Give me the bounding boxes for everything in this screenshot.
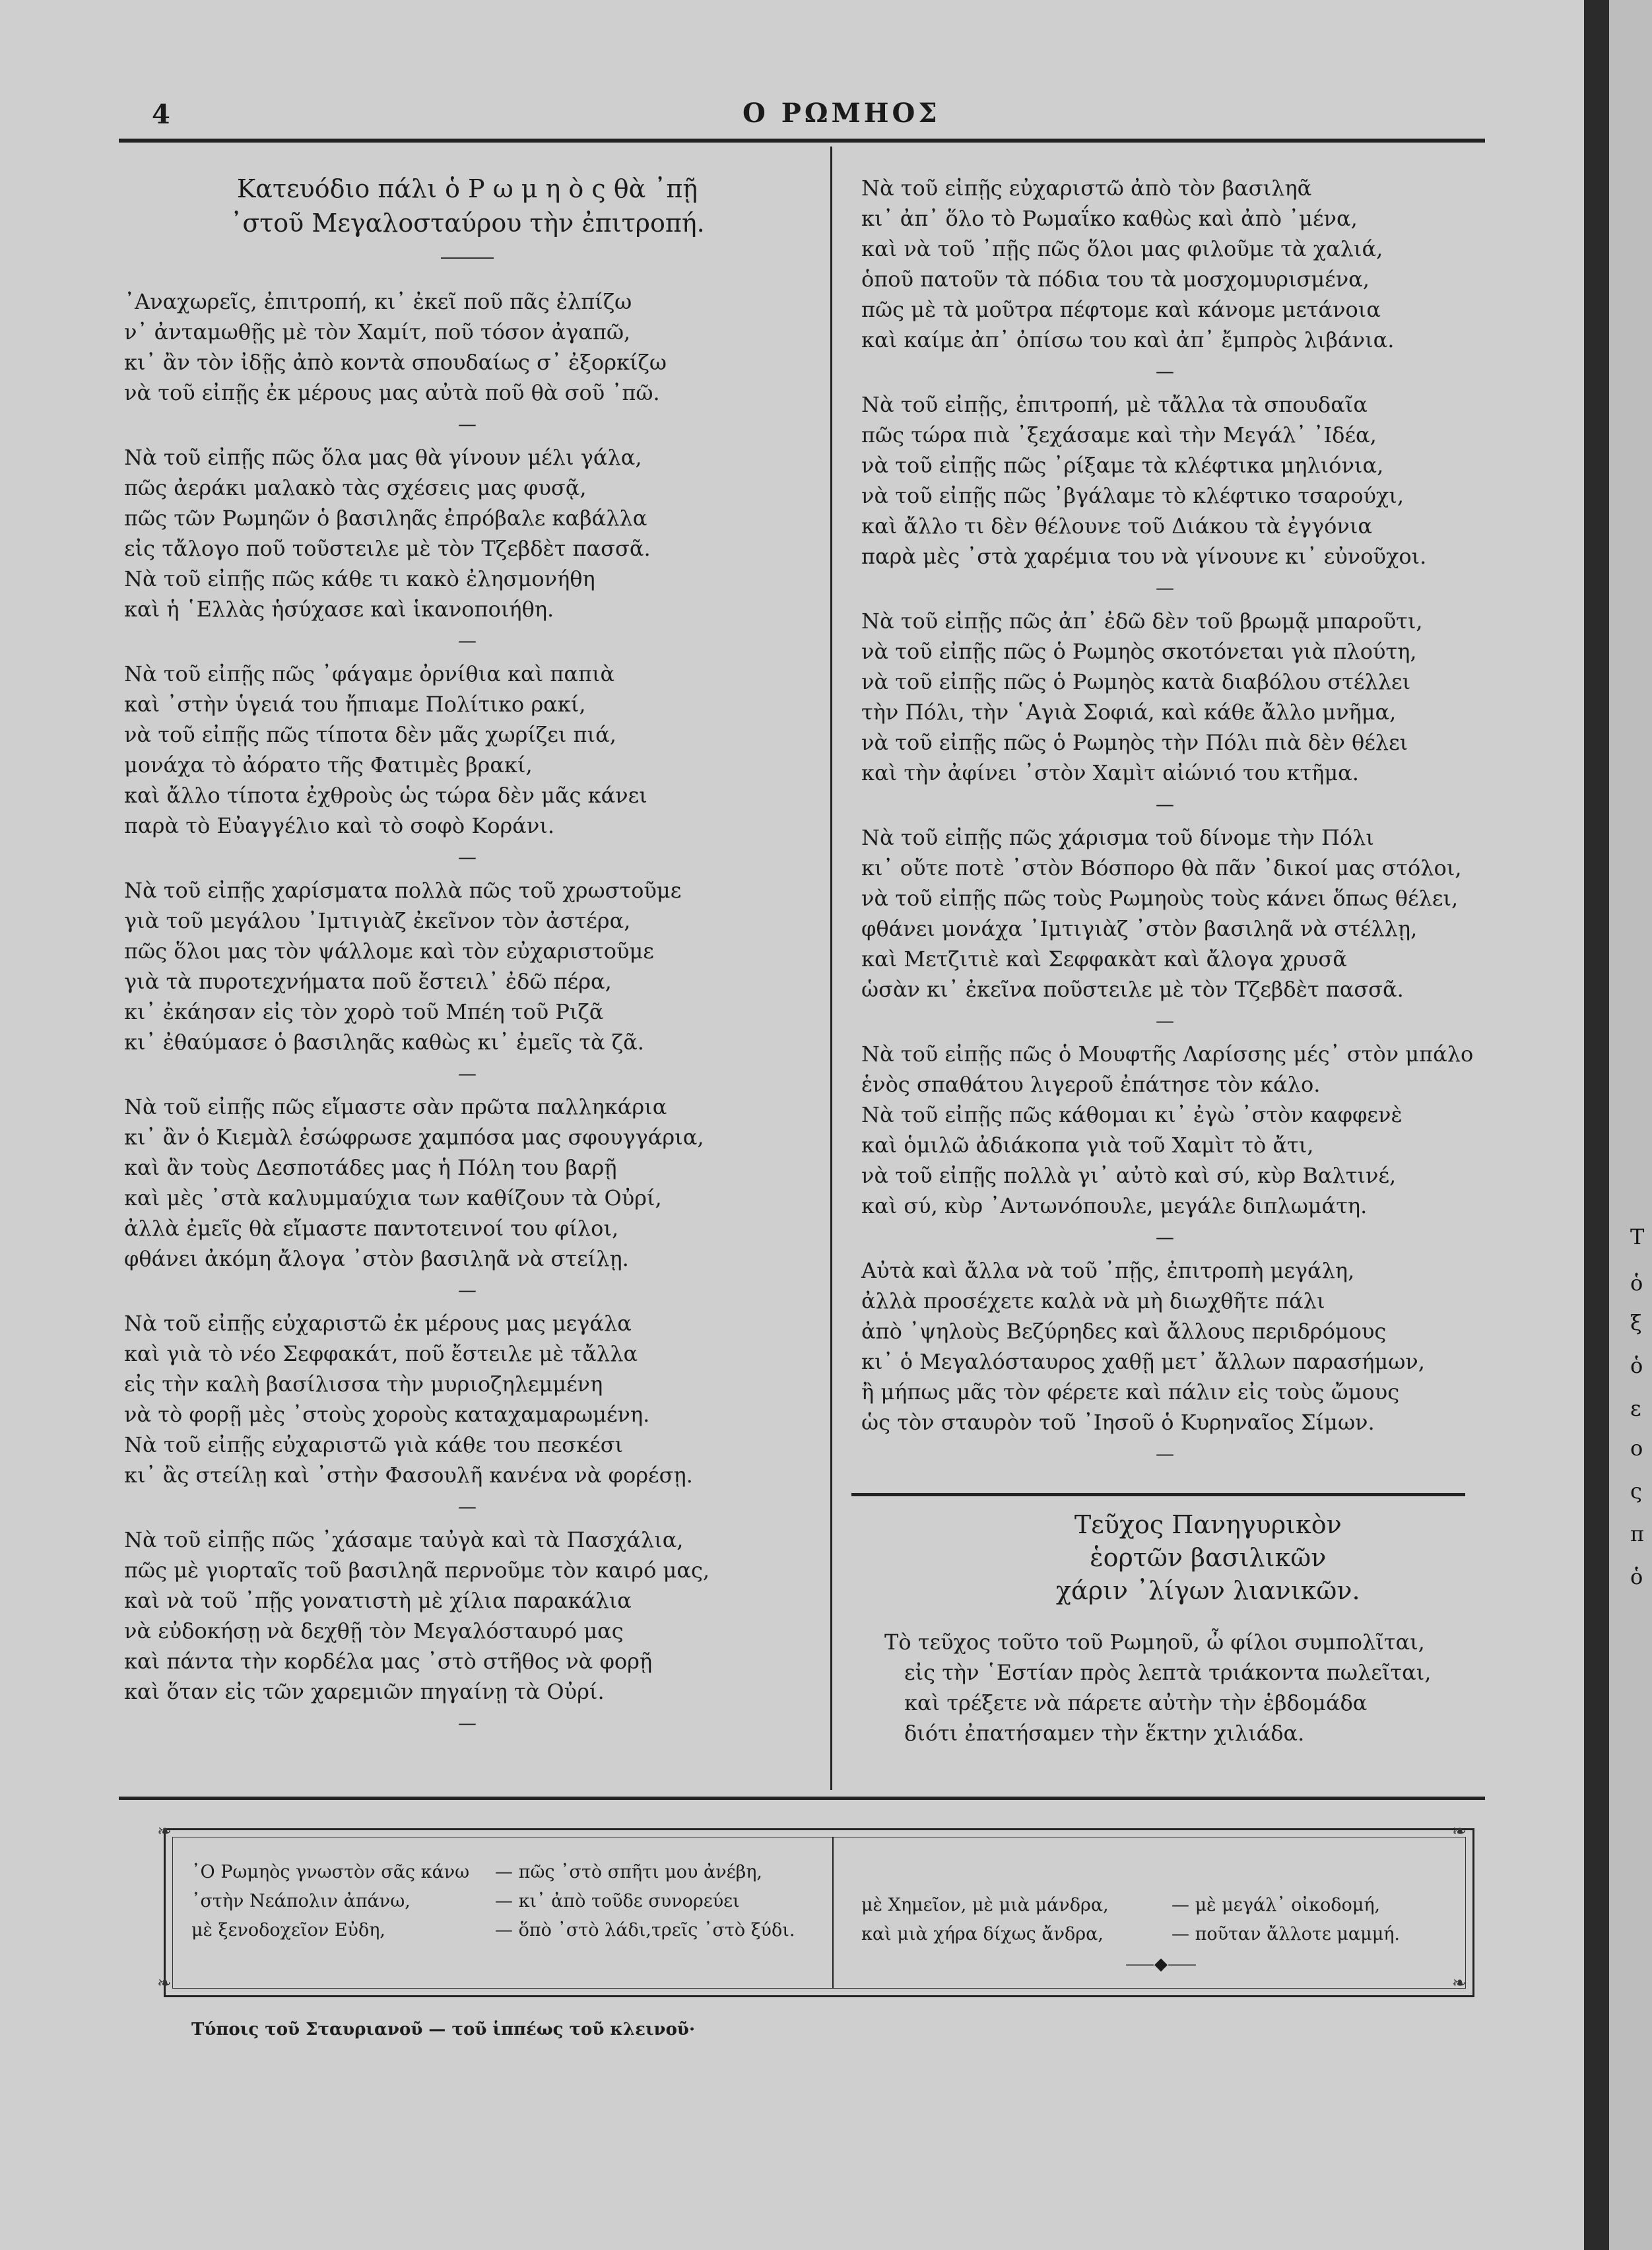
- notice-text: [884, 1627, 1431, 1748]
- stanza-separator: —: [458, 413, 477, 435]
- left-stanzas: [124, 286, 810, 1733]
- verse-line: καὶ ὁμιλῶ ἀδιάκοπα γιὰ τοῦ Χαμὶτ τὸ ἄτι,: [861, 1133, 1314, 1158]
- stanza-separator: —: [1156, 1226, 1174, 1248]
- stanza: [124, 1525, 810, 1707]
- verse-line: Νὰ τοῦ εἰπῇς πῶς ἀπ᾽ ἐδῶ δὲν τοῦ βρωμᾷ μπαροῦτι,: [861, 609, 1423, 634]
- stanza-separator: —: [458, 1279, 477, 1301]
- verse-line: Νὰ τοῦ εἰπῇς πῶς ὁ Μουφτῆς Λαρίσσης μές᾽ στὸν μπάλο: [861, 1042, 1474, 1067]
- verse-line: καὶ ἄλλο τι δὲν θέλουνε τοῦ Διάκου τὰ ἐγγόνια: [861, 513, 1372, 539]
- verse-line: πῶς τῶν Ρωμηῶν ὁ βασιληᾶς ἐπρόβαλε καβάλλα: [124, 506, 647, 531]
- advertisement-left: [191, 1858, 795, 1945]
- verse-line: νὰ τὸ φορῇ μὲς ᾽στοὺς χορoὺς καταχαμαρωμένη.: [124, 1402, 650, 1427]
- advertisement-verse: — κι᾽ ἀπὸ τοῦδε συνορεύει: [495, 1891, 740, 1911]
- stanza-separator: —: [458, 630, 477, 651]
- advertisement-line: [191, 1916, 795, 1945]
- verse-line: πῶς ἀεράκι μαλακὸ τὰς σχέσεις μας φυσᾷ,: [124, 475, 587, 500]
- verse-line: κι᾽ ἂς στείλῃ καὶ ᾽στὴν Φασουλῆ κανένα νὰ φορέσῃ.: [124, 1463, 693, 1488]
- stanza-separator: —: [458, 846, 477, 868]
- notice-line: Τὸ τεῦχος τοῦτο τοῦ Ρωμηοῦ, ὦ φίλοι συμπολῖται,: [884, 1630, 1425, 1655]
- verse-line: νὰ τοῦ εἰπῇς πῶς ὁ Ρωμηὸς κατὰ διαβόλου στέλλει: [861, 669, 1411, 694]
- notice-title-line: ἑορτῶν βασιλικῶν: [1090, 1543, 1327, 1572]
- stanza-separator: —: [458, 1063, 477, 1084]
- stanza-separator: —: [458, 1496, 477, 1517]
- verse-line: ἢ μήπως μᾶς τὸν φέρετε καὶ πάλιν εἰς τοὺς ὤμους: [861, 1379, 1400, 1405]
- stanza: [124, 442, 810, 624]
- verse-line: Νὰ τοῦ εἰπῇς πῶς κάθε τι κακὸ ἐλησμονήθη: [124, 566, 595, 591]
- verse-line: καὶ νὰ τοῦ ᾽πῇς γονατιστὴ μὲ χίλια παρακάλια: [124, 1588, 632, 1613]
- stanza: [861, 606, 1469, 788]
- notice-line: εἰς τὴν ῾Εστίαν πρὸς λεπτὰ τριάκοντα πωλεῖται,: [904, 1660, 1432, 1685]
- verse-line: καὶ ἡ ῾Ελλὰς ἡσύχασε καὶ ἱκανοποιήθη.: [124, 597, 554, 622]
- verse-line: καὶ καίμε ἀπ᾽ ὀπίσω του καὶ ἀπ᾽ ἔμπρὸς λιβάνια.: [861, 327, 1395, 352]
- verse-line: φθάνει μονάχα ᾽Ιμτιγιὰζ ᾽στὸν βασιληᾶ νὰ στέλλῃ,: [861, 916, 1418, 941]
- stanza: [124, 659, 810, 841]
- verse-line: νὰ τοῦ εἰπῇς πῶς τοὺς Ρωμηοὺς τοὺς κάνει ὅπως θέλει,: [861, 886, 1459, 911]
- verse-line: νὰ τοῦ εἰπῇς πῶς τίποτα δὲν μᾶς χωρίζει πιά,: [124, 722, 616, 747]
- verse-line: νὰ τοῦ εἰπῇς ἐκ μέρους μας αὐτὰ ποῦ θὰ σοῦ ᾽πῶ.: [124, 380, 660, 405]
- bottom-rule: [119, 1797, 1485, 1800]
- stanza-separator: —: [1156, 577, 1174, 599]
- verse-line: ὁποῦ πατοῦν τὰ πόδια του τὰ μοσχομυρισμένα,: [861, 267, 1370, 292]
- edge-letter: ὁ: [1630, 1271, 1643, 1296]
- verse-line: γιὰ τὰ πυροτεχνήματα ποῦ ἔστειλ᾽ ἐδῶ πέρα,: [124, 969, 612, 994]
- verse-line: νὰ τοῦ εἰπῇς πῶς ὁ Ρωμηὸς σκοτόνεται γιὰ πλούτη,: [861, 639, 1417, 664]
- right-stanzas: [861, 173, 1474, 1465]
- verse-line: γιὰ τοῦ μεγάλου ᾽Ιμτιγιὰζ ἐκεῖνον τὸν ἀστέρα,: [124, 908, 631, 933]
- verse-line: ν᾽ ἀνταμωθῇς μὲ τὸν Χαμίτ, ποῦ τόσον ἀγαπῶ,: [124, 319, 631, 345]
- ornament-icon: ❧: [157, 1822, 172, 1841]
- verse-line: παρὰ μὲς ᾽στὰ χαρέμια του νὰ γίνουνε κι᾽ εὐνοῦχοι.: [861, 544, 1427, 569]
- advertisement-line: [861, 1920, 1400, 1949]
- edge-letter: ξ: [1630, 1310, 1642, 1335]
- verse-line: πῶς ὅλοι μας τὸν ψάλλομε καὶ τὸν εὐχαριστοῦμε: [124, 939, 654, 964]
- verse-line: κι᾽ ἐκάησαν εἰς τὸν χορὸ τοῦ Μπέη τοῦ Ριζᾶ: [124, 999, 604, 1024]
- advertisement-line: [191, 1887, 795, 1916]
- stanza-separator: —: [1156, 1010, 1174, 1032]
- verse-line: νὰ εὐδοκήσῃ νὰ δεχθῇ τὸν Μεγαλόσταυρό μας: [124, 1618, 624, 1643]
- stanza: [861, 389, 1469, 572]
- verse-line: καὶ Μετζιτιὲ καὶ Σεφφακὰτ καὶ ἄλογα χρυσᾶ: [861, 946, 1347, 972]
- verse-line: καὶ ὅταν εἰς τῶν χαρεμιῶν πηγαίνῃ τὰ Οὐρί.: [124, 1679, 605, 1704]
- left-column: [124, 172, 810, 1741]
- verse-line: ὡς τὸν σταυρὸν τοῦ ᾽Ιησοῦ ὁ Κυρηναῖος Σίμων.: [861, 1410, 1375, 1435]
- verse-line: Νὰ τοῦ εἰπῇς εὐχαριστῶ ἀπὸ τὸν βασιληᾶ: [861, 176, 1312, 201]
- notice-line: διότι ἐπατήσαμεν τὴν ἕκτην χιλιάδα.: [904, 1721, 1305, 1746]
- stanza: [861, 173, 1469, 355]
- verse-line: καὶ σύ, κὺρ ᾽Αντωνόπουλε, μεγάλε διπλωμάτη.: [861, 1193, 1368, 1218]
- advertisement-divider: [832, 1837, 834, 1989]
- advertisement-verse: — ὅπὸ ᾽στὸ λάδι,τρεῖς ᾽στὸ ξύδι.: [495, 1920, 795, 1940]
- verse-line: τὴν Πόλι, τὴν ῾Αγιὰ Σοφιά, καὶ κάθε ἄλλο μνῆμα,: [861, 700, 1397, 725]
- advertisement-verse: ᾽Ο Ρωμηὸς γνωστὸν σᾶς κάνω: [191, 1862, 470, 1882]
- edge-letter: ε: [1630, 1396, 1641, 1421]
- edge-letter: π: [1630, 1521, 1645, 1546]
- stanza: [124, 1308, 810, 1490]
- notice-title: [1056, 1508, 1360, 1607]
- verse-line: πῶς μὲ γιορταῖς τοῦ βασιληᾶ περνοῦμε τὸν καιρό μας,: [124, 1558, 710, 1583]
- advertisement-verse: ᾽στὴν Νεάπολιν ἀπάνω,: [191, 1891, 411, 1911]
- verse-line: ᾽Αναχωρεῖς, ἐπιτροπή, κι᾽ ἐκεῖ ποῦ πᾶς ἐλπίζω: [124, 289, 632, 314]
- verse-line: καὶ νὰ τοῦ ᾽πῇς πῶς ὅλοι μας φιλοῦμε τὰ χαλιά,: [861, 236, 1383, 261]
- title-line: ᾽στοῦ Μεγαλοσταύρου τὴν ἐπιτροπή.: [230, 209, 705, 238]
- verse-line: Νὰ τοῦ εἰπῇς πῶς ᾽φάγαμε ὀρνίθια καὶ παπιὰ: [124, 661, 615, 686]
- verse-line: Νὰ τοῦ εἰπῇς πῶς ὅλα μας θὰ γίνουν μέλι γάλα,: [124, 445, 642, 470]
- stanza-separator: —: [1156, 793, 1174, 815]
- edge-letter: Τ: [1630, 1224, 1645, 1249]
- notice-title-line: χάριν ᾽λίγων λιανικῶν.: [1056, 1576, 1360, 1605]
- left-poem-title: [124, 172, 810, 240]
- stanza-separator: —: [458, 1712, 477, 1734]
- advertisement-right: [861, 1891, 1400, 1949]
- verse-line: φθάνει ἀκόμη ἄλογα ᾽στὸν βασιληᾶ νὰ στείλῃ.: [124, 1246, 629, 1271]
- verse-line: καὶ ἄλλο τίποτα ἐχθροὺς ὡς τώρα δὲν μᾶς κάνει: [124, 783, 647, 808]
- verse-line: καὶ ἂν τοὺς Δεσποτάδες μας ἡ Πόλη του βαρῇ: [124, 1155, 617, 1180]
- advertisement-verse: μὲ Χημεῖον, μὲ μιὰ μάνδρα,: [861, 1895, 1109, 1915]
- edge-letter: ὁ: [1630, 1564, 1643, 1589]
- verse-line: πῶς τώρα πιὰ ᾽ξεχάσαμε καὶ τὴν Μεγάλ᾽ ᾽Ιδέα,: [861, 422, 1377, 447]
- stanza: [861, 822, 1469, 1005]
- column-divider: [830, 147, 832, 1790]
- ornament-icon: ❧: [157, 1973, 172, 1993]
- verse-line: καὶ μὲς ᾽στὰ καλυμμαύχια των καθίζουν τὰ Οὐρί,: [124, 1185, 662, 1210]
- verse-line: καὶ πάντα τὴν κορδέλα μας ᾽στὸ στῆθος νὰ φορῇ: [124, 1649, 653, 1674]
- advertisement-verse: μὲ ξενοδοχεῖον Εὐδη,: [191, 1920, 385, 1940]
- verse-line: Νὰ τοῦ εἰπῇς πῶς εἴμαστε σὰν πρῶτα παλληκάρια: [124, 1094, 667, 1119]
- verse-line: νὰ τοῦ εἰπῇς πολλὰ γι᾽ αὐτὸ καὶ σύ, κὺρ Βαλτινέ,: [861, 1163, 1397, 1188]
- header-rule: [119, 139, 1485, 143]
- verse-line: εἰς τὴν καλὴ βασίλισσα τὴν μυριοζηλεμμένη: [124, 1372, 603, 1397]
- verse-line: Αὐτὰ καὶ ἄλλα νὰ τοῦ ᾽πῇς, ἐπιτροπὴ μεγάλη,: [861, 1258, 1355, 1283]
- verse-line: ἑνὸς σπαθάτου λιγεροῦ ἐπάτησε τὸν κάλο.: [861, 1072, 1321, 1097]
- printer-imprint: Τύποις τοῦ Σταυριανοῦ — τοῦ ἱππέως τοῦ κλεινοῦ·: [191, 2020, 696, 2039]
- binding-gutter: [1584, 0, 1652, 2250]
- verse-line: κι᾽ οὔτε ποτὲ ᾽στὸν Βόσπορο θὰ πᾶν ᾽δικοί μας στόλοι,: [861, 855, 1462, 880]
- stanza-separator: —: [1156, 1443, 1174, 1465]
- verse-line: Νὰ τοῦ εἰπῇς χαρίσματα πολλὰ πῶς τοῦ χρωστοῦμε: [124, 878, 682, 903]
- verse-line: ἀλλὰ ἐμεῖς θὰ εἴμαστε παντοτεινοί του φίλοι,: [124, 1216, 619, 1241]
- stanza: [861, 1255, 1469, 1438]
- stanza: [861, 1039, 1474, 1221]
- notice-rule: [851, 1493, 1465, 1496]
- verse-line: κι᾽ ἐθαύμασε ὁ βασιληᾶς καθὼς κι᾽ ἐμεῖς τὰ ζᾶ.: [124, 1030, 644, 1055]
- right-column: [861, 173, 1474, 1472]
- verse-line: ἀλλὰ προσέχετε καλὰ νὰ μὴ διωχθῆτε πάλι: [861, 1288, 1325, 1313]
- verse-line: εἰς τἄλογο ποῦ τοῦστειλε μὲ τὸν Τζεβδὲτ πασσᾶ.: [124, 536, 651, 561]
- verse-line: ἀπὸ ᾽ψηλοὺς Βεζύρηδες καὶ ἄλλους περιδρόμους: [861, 1319, 1387, 1344]
- ornament-icon: ❧: [1452, 1973, 1467, 1993]
- stanza: [124, 1092, 810, 1274]
- verse-line: νὰ τοῦ εἰπῇς πῶς ᾽βγάλαμε τὸ κλέφτικο τσαρούχι,: [861, 483, 1404, 508]
- verse-line: νὰ τοῦ εἰπῇς πῶς ὁ Ρωμηὸς τὴν Πόλι πιὰ δὲν θέλει: [861, 730, 1408, 755]
- verse-line: κι᾽ ἂν τὸν ἰδῇς ἀπὸ κοντὰ σπουδαίως σ᾽ ἐξορκίζω: [124, 350, 667, 375]
- advertisement-line: [191, 1858, 795, 1887]
- page-number: 4: [152, 99, 170, 130]
- advertisement-verse: — πῶς ᾽στὸ σπῆτι μου ἀνέβη,: [495, 1862, 763, 1882]
- advertisement-verse: καὶ μιὰ χήρα δίχως ἄνδρα,: [861, 1924, 1104, 1944]
- verse-line: κι᾽ ἂν ὁ Κιεμὰλ ἐσώφρωσε χαμπόσα μας σφουγγάρια,: [124, 1125, 704, 1150]
- verse-line: καὶ ᾽στὴν ὑγειά του ἤπιαμε Πολίτικο ρακί,: [124, 692, 586, 717]
- verse-line: Νὰ τοῦ εἰπῇς, ἐπιτροπή, μὲ τἄλλα τὰ σπουδαῖα: [861, 392, 1368, 417]
- stanza: [124, 286, 810, 408]
- verse-line: μονάχα τὸ ἀόρατο τῆς Φατιμὲς βρακί,: [124, 752, 533, 778]
- verse-line: νὰ τοῦ εἰπῇς πῶς ᾽ρίξαμε τὰ κλέφτικα μηλιόνια,: [861, 453, 1384, 478]
- verse-line: παρὰ τὸ Εὐαγγέλιο καὶ τὸ σοφὸ Κοράνι.: [124, 813, 555, 838]
- notice-title-line: Τεῦχος Πανηγυρικὸν: [1074, 1510, 1342, 1539]
- edge-letter: ὁ: [1630, 1353, 1643, 1378]
- edge-letter: ο: [1630, 1436, 1643, 1461]
- stanza-separator: —: [1156, 360, 1174, 382]
- verse-line: Νὰ τοῦ εἰπῇς πῶς ᾽χάσαμε ταὐγὰ καὶ τὰ Πασχάλια,: [124, 1527, 684, 1552]
- verse-line: Νὰ τοῦ εἰπῇς εὐχαριστῶ γιὰ κάθε του πεσκέσι: [124, 1432, 624, 1457]
- verse-line: καὶ γιὰ τὸ νέο Σεφφακάτ, ποῦ ἔστειλε μὲ τἄλλα: [124, 1341, 638, 1366]
- verse-line: Νὰ τοῦ εἰπῇς πῶς κάθομαι κι᾽ ἐγὼ ᾽στὸν καφφενὲ: [861, 1102, 1403, 1127]
- advertisement-verse: — ποῦταν ἄλλοτε μαμμή.: [1172, 1924, 1401, 1944]
- notice-line: καὶ τρέξετε νὰ πάρετε αὐτὴν τὴν ἑβδομάδα: [904, 1690, 1368, 1715]
- newspaper-title: Ο ΡΩΜΗΟΣ: [743, 98, 941, 129]
- title-line: Κατευόδιο πάλι ὁ Ρ ω μ η ὸ ς θὰ ᾽πῇ: [236, 174, 698, 203]
- separator: [441, 257, 494, 259]
- verse-line: Νὰ τοῦ εἰπῇς πῶς χάρισμα τοῦ δίνομε τὴν Πόλι: [861, 825, 1374, 850]
- verse-line: κι᾽ ἀπ᾽ ὅλο τὸ Ρωμαΐκο καθὼς καὶ ἀπὸ ᾽μένα,: [861, 206, 1358, 231]
- ornament-icon: ❧: [1452, 1822, 1467, 1841]
- verse-line: Νὰ τοῦ εἰπῇς εὐχαριστῶ ἐκ μέρους μας μεγάλα: [124, 1311, 632, 1336]
- edge-letter: ς: [1630, 1478, 1642, 1504]
- flourish-icon: ⸺◆⸺: [1125, 1954, 1197, 1974]
- verse-line: κι᾽ ὁ Μεγαλόσταυρος χαθῇ μετ᾽ ἄλλων παρασήμων,: [861, 1349, 1425, 1374]
- advertisement-line: [861, 1891, 1400, 1920]
- advertisement-verse: — μὲ μεγάλ᾽ οἰκοδομή,: [1172, 1895, 1381, 1915]
- verse-line: ὡσὰν κι᾽ ἐκεῖνα ποῦστειλε μὲ τὸν Τζεβδὲτ πασσᾶ.: [861, 977, 1404, 1002]
- next-page-strip: [1609, 0, 1652, 2250]
- stanza: [124, 875, 810, 1057]
- verse-line: πῶς μὲ τὰ μοῦτρα πέφτομε καὶ κάνομε μετάνοια: [861, 297, 1381, 322]
- verse-line: καὶ τὴν ἀφίνει ᾽στὸν Χαμὶτ αἰώνιό του κτῆμα.: [861, 760, 1359, 785]
